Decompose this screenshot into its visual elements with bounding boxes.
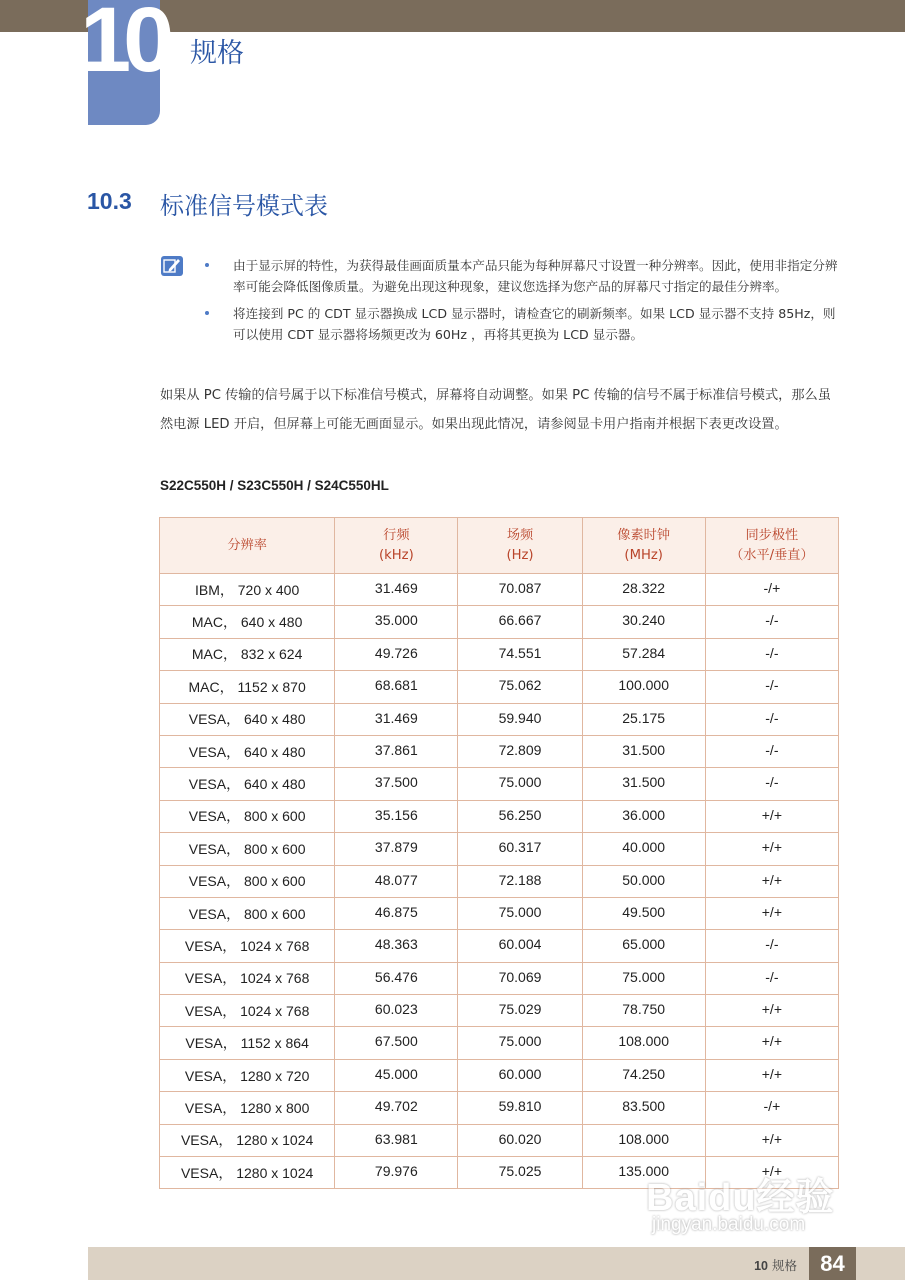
table-row: [160, 671, 839, 703]
cell-sync-polarity: +/+: [705, 800, 838, 832]
cell-resolution: VESA， 1280 x 720: [160, 1059, 335, 1091]
cell-horizontal-frequency: 37.879: [335, 833, 458, 865]
header-pixel-clock-unit: (MHz): [624, 547, 663, 563]
cell-resolution: VESA， 1024 x 768: [160, 930, 335, 962]
cell-resolution: VESA， 640 x 480: [160, 768, 335, 800]
cell-resolution: VESA， 800 x 600: [160, 897, 335, 929]
cell-vertical-frequency: 75.029: [458, 995, 582, 1027]
cell-sync-polarity: +/+: [705, 865, 838, 897]
cell-pixel-clock: 75.000: [582, 962, 705, 994]
signal-mode-table: [159, 517, 839, 1189]
cell-resolution: VESA， 1024 x 768: [160, 962, 335, 994]
table-row: [160, 735, 839, 767]
header-resolution-label: 分辨率: [227, 537, 267, 553]
body-paragraph: 如果从 PC 传输的信号属于以下标准信号模式，屏幕将自动调整。如果 PC 传输的信号不属于标准信号模式，那么虽然电源 LED 开启，但屏幕上可能无画面显示。如果出现此情况，请参阅显卡用户指南并根据下表更改设置。: [160, 388, 831, 432]
table-row: [160, 768, 839, 800]
cell-vertical-frequency: 59.810: [458, 1092, 582, 1124]
header-pixel-clock-label: 像素时钟: [617, 527, 671, 543]
cell-sync-polarity: +/+: [705, 1059, 838, 1091]
cell-sync-polarity: -/-: [705, 735, 838, 767]
table-row: [160, 1027, 839, 1059]
cell-vertical-frequency: 60.004: [458, 930, 582, 962]
cell-pixel-clock: 25.175: [582, 703, 705, 735]
cell-resolution: VESA， 800 x 600: [160, 800, 335, 832]
cell-horizontal-frequency: 48.077: [335, 865, 458, 897]
footer-chapter-ref: [754, 1256, 797, 1274]
table-row: [160, 1059, 839, 1091]
cell-sync-polarity: +/+: [705, 897, 838, 929]
header-pixel-clock: [582, 518, 705, 574]
header-vertical-frequency-unit: (Hz): [506, 547, 534, 563]
cell-vertical-frequency: 60.317: [458, 833, 582, 865]
header-vertical-frequency-label: 场频: [506, 527, 534, 543]
cell-pixel-clock: 65.000: [582, 930, 705, 962]
cell-horizontal-frequency: 49.702: [335, 1092, 458, 1124]
cell-vertical-frequency: 60.020: [458, 1124, 582, 1156]
cell-resolution: VESA， 1280 x 1024: [160, 1124, 335, 1156]
note-pencil-icon: [161, 256, 183, 276]
cell-sync-polarity: -/-: [705, 638, 838, 670]
cell-horizontal-frequency: 48.363: [335, 930, 458, 962]
cell-sync-polarity: +/+: [705, 1027, 838, 1059]
cell-sync-polarity: +/+: [705, 1157, 838, 1189]
cell-sync-polarity: +/+: [705, 995, 838, 1027]
cell-resolution: MAC， 832 x 624: [160, 638, 335, 670]
table-row: [160, 897, 839, 929]
header-vertical-frequency: [458, 518, 582, 574]
section-title: 标准信号模式表: [160, 192, 328, 220]
cell-horizontal-frequency: 56.476: [335, 962, 458, 994]
cell-pixel-clock: 50.000: [582, 865, 705, 897]
table-row: [160, 703, 839, 735]
cell-vertical-frequency: 75.000: [458, 1027, 582, 1059]
footer-chapter-number: 10: [754, 1259, 768, 1273]
header-horizontal-frequency-unit: (kHz): [378, 547, 414, 563]
cell-sync-polarity: -/-: [705, 703, 838, 735]
cell-horizontal-frequency: 60.023: [335, 995, 458, 1027]
note-text: 将连接到 PC 的 CDT 显示器换成 LCD 显示器时，请检查它的刷新频率。如果 LCD 显示器不支持 85Hz，则可以使用 CDT 显示器将场频更改为 60Hz ，再将其更换为 LCD 显示器。: [233, 306, 836, 342]
cell-pixel-clock: 74.250: [582, 1059, 705, 1091]
cell-pixel-clock: 28.322: [582, 574, 705, 606]
cell-vertical-frequency: 70.087: [458, 574, 582, 606]
table-row: [160, 995, 839, 1027]
cell-pixel-clock: 78.750: [582, 995, 705, 1027]
cell-sync-polarity: +/+: [705, 833, 838, 865]
table-row: [160, 574, 839, 606]
cell-pixel-clock: 57.284: [582, 638, 705, 670]
cell-pixel-clock: 30.240: [582, 606, 705, 638]
cell-sync-polarity: -/-: [705, 768, 838, 800]
header-sync-polarity-unit: （水平/垂直）: [730, 547, 814, 563]
cell-horizontal-frequency: 31.469: [335, 703, 458, 735]
cell-pixel-clock: 31.500: [582, 735, 705, 767]
model-title: S22C550H / S23C550H / S24C550HL: [160, 478, 389, 493]
cell-vertical-frequency: 75.062: [458, 671, 582, 703]
table-row: [160, 865, 839, 897]
cell-vertical-frequency: 59.940: [458, 703, 582, 735]
chapter-title: 规格: [190, 38, 244, 69]
cell-sync-polarity: -/-: [705, 671, 838, 703]
cell-pixel-clock: 31.500: [582, 768, 705, 800]
cell-resolution: VESA， 1280 x 1024: [160, 1157, 335, 1189]
cell-vertical-frequency: 75.000: [458, 768, 582, 800]
cell-sync-polarity: -/+: [705, 574, 838, 606]
bullet-icon: [205, 263, 209, 267]
note-list: [205, 255, 840, 351]
note-text: 由于显示屏的特性，为获得最佳画面质量本产品只能为每种屏幕尺寸设置一种分辨率。因此，使用非指定分辨率可能会降低图像质量。为避免出现这种现象，建议您选择为您产品的屏幕尺寸指定的最佳分辨率。: [233, 258, 838, 294]
cell-resolution: VESA， 1024 x 768: [160, 995, 335, 1027]
cell-horizontal-frequency: 79.976: [335, 1157, 458, 1189]
section-number: 10.3: [87, 188, 132, 214]
cell-horizontal-frequency: 68.681: [335, 671, 458, 703]
cell-pixel-clock: 36.000: [582, 800, 705, 832]
watermark: [642, 1160, 852, 1240]
cell-resolution: MAC， 640 x 480: [160, 606, 335, 638]
cell-resolution: MAC， 1152 x 870: [160, 671, 335, 703]
cell-vertical-frequency: 72.809: [458, 735, 582, 767]
table-row: [160, 962, 839, 994]
footer-chapter-title: 规格: [771, 1258, 797, 1273]
table-body: [160, 574, 839, 1189]
table-row: [160, 606, 839, 638]
header-horizontal-frequency: [335, 518, 458, 574]
cell-horizontal-frequency: 45.000: [335, 1059, 458, 1091]
cell-pixel-clock: 108.000: [582, 1124, 705, 1156]
page-number: 84: [809, 1247, 856, 1280]
cell-sync-polarity: -/-: [705, 962, 838, 994]
cell-vertical-frequency: 75.000: [458, 897, 582, 929]
cell-horizontal-frequency: 31.469: [335, 574, 458, 606]
bullet-icon: [205, 311, 209, 315]
table-row: [160, 800, 839, 832]
watermark-url: jingyan.baidu.com: [652, 1214, 806, 1235]
cell-vertical-frequency: 75.025: [458, 1157, 582, 1189]
cell-horizontal-frequency: 67.500: [335, 1027, 458, 1059]
header-sync-polarity-label: 同步极性: [745, 527, 799, 543]
cell-sync-polarity: -/-: [705, 606, 838, 638]
cell-horizontal-frequency: 46.875: [335, 897, 458, 929]
cell-resolution: VESA， 640 x 480: [160, 703, 335, 735]
cell-horizontal-frequency: 37.500: [335, 768, 458, 800]
watermark-logo: Baidu经验: [646, 1177, 835, 1219]
cell-resolution: VESA， 800 x 600: [160, 833, 335, 865]
note-item: [205, 303, 840, 345]
note-item: [205, 255, 840, 297]
chapter-number: 10: [80, 0, 167, 91]
cell-resolution: VESA， 640 x 480: [160, 735, 335, 767]
cell-vertical-frequency: 56.250: [458, 800, 582, 832]
cell-vertical-frequency: 72.188: [458, 865, 582, 897]
cell-resolution: VESA， 1152 x 864: [160, 1027, 335, 1059]
table-row: [160, 1092, 839, 1124]
cell-pixel-clock: 108.000: [582, 1027, 705, 1059]
cell-pixel-clock: 40.000: [582, 833, 705, 865]
table-header-row: [160, 518, 839, 574]
table-row: [160, 833, 839, 865]
cell-resolution: VESA， 1280 x 800: [160, 1092, 335, 1124]
cell-resolution: IBM， 720 x 400: [160, 574, 335, 606]
header-sync-polarity: [705, 518, 838, 574]
cell-pixel-clock: 100.000: [582, 671, 705, 703]
header-horizontal-frequency-label: 行频: [383, 527, 410, 543]
cell-pixel-clock: 135.000: [582, 1157, 705, 1189]
cell-pixel-clock: 83.500: [582, 1092, 705, 1124]
table-row: [160, 638, 839, 670]
cell-sync-polarity: +/+: [705, 1124, 838, 1156]
cell-vertical-frequency: 60.000: [458, 1059, 582, 1091]
table-row: [160, 930, 839, 962]
cell-horizontal-frequency: 35.156: [335, 800, 458, 832]
cell-sync-polarity: -/+: [705, 1092, 838, 1124]
cell-pixel-clock: 49.500: [582, 897, 705, 929]
cell-horizontal-frequency: 63.981: [335, 1124, 458, 1156]
cell-sync-polarity: -/-: [705, 930, 838, 962]
cell-horizontal-frequency: 49.726: [335, 638, 458, 670]
cell-horizontal-frequency: 35.000: [335, 606, 458, 638]
cell-vertical-frequency: 70.069: [458, 962, 582, 994]
header-resolution: [160, 518, 335, 574]
table-row: [160, 1124, 839, 1156]
cell-resolution: VESA， 800 x 600: [160, 865, 335, 897]
cell-vertical-frequency: 74.551: [458, 638, 582, 670]
cell-vertical-frequency: 66.667: [458, 606, 582, 638]
cell-horizontal-frequency: 37.861: [335, 735, 458, 767]
